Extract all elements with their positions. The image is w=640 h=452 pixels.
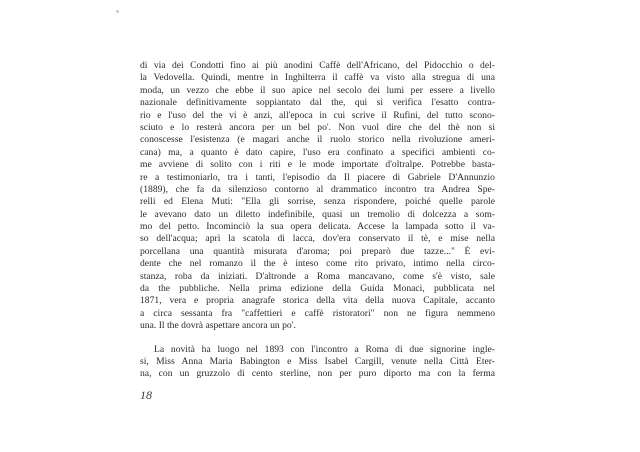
text-line: porcellana una quantità misurata d'aroma; poi preparò due tazze..." È evi- [140,245,495,257]
paragraph-2 [140,344,495,381]
paper-speck [116,10,119,13]
text-line: le avevano dato un diletto indefinibile, quasi un tremolio di dolcezza a som- [140,208,495,220]
text-line: nazionale definitivamente soppiantato dal the, qui si verifica l'esatto contra- [140,97,495,109]
text-line: La novità ha luogo nel 1893 con l'incontro a Roma di due signorine ingle- [154,343,495,355]
text-line: conoscesse l'esistenza (e magari anche il ruolo storico nella rivoluzione ameri- [140,134,495,146]
text-line: mo del petto. Incominciò la sua opera delicata. Accese la lampada sotto il va- [140,221,495,233]
text-line: so dell'acqua; aprì la scatola di lacca, dov'era conservato il tè, e mise nella [140,233,495,245]
text-line: re a testimoniarlo, tra i tanti, l'episodio da Il piacere di Gabriele D'Annunzio [140,171,495,183]
text-line: (1889), che fa da silenzioso contorno al drammatico incontro tra Andrea Spe- [140,183,495,195]
body-text [140,60,495,381]
text-line: cana) ma, a quanto è dato capire, l'uso era confinato a specifici ambienti co- [140,146,495,158]
text-line: na, con un gruzzolo di cento sterline, non per puro diporto ma con la ferma [140,368,495,380]
text-line: sciuto e lo resterà ancora per un bel po'. Non vuol dire che del thè non si [140,121,495,133]
page-number: 18 [140,388,152,402]
text-line: rio e l'uso del the vi è anzi, all'epoca in cui scrive il Rufini, del tutto scono- [140,109,495,121]
text-line: a circa sessanta fra "caffettieri e caffè ristoratori" non ne figura nemmeno [140,307,495,319]
text-line: stanza, roba da iniziati. D'altronde a Roma mancavano, come s'è visto, sale [140,270,495,282]
text-line: moda, un vezzo che ebbe il suo apice nel secolo dei lumi per essere a livello [140,84,495,96]
text-line: 1871, vera e propria anagrafe storica della vita della nuova Capitale, accanto [140,295,495,307]
text-line: la Vedovella. Quindi, mentre in Inghilterra il caffè va visto alla stregua di una [140,72,495,84]
text-line: di via dei Condotti fino ai più anodini Caffè dell'Africano, del Pidocchio o del- [140,60,495,71]
paragraph-gap [140,333,495,344]
text-line: dente che nel romanzo il the è inteso come rito privato, intimo nella circo- [140,258,495,270]
text-line: relli ed Elena Muti: "Ella gli sorrise, senza rispondere, poiché quelle parole [140,196,495,208]
text-line: me avviene di solito con i riti e le mode importate d'oltralpe. Potrebbe basta- [140,159,495,171]
text-line: una. Il the dovrà aspettare ancora un po'. [140,320,296,332]
text-line: da the pubbliche. Nella prima edizione della Guida Monaci, pubblicata nel [140,283,495,295]
text-line: si, Miss Anna Maria Babington e Miss Isabel Cargill, venute nella Città Eter- [140,355,495,367]
paragraph-1 [140,60,495,333]
